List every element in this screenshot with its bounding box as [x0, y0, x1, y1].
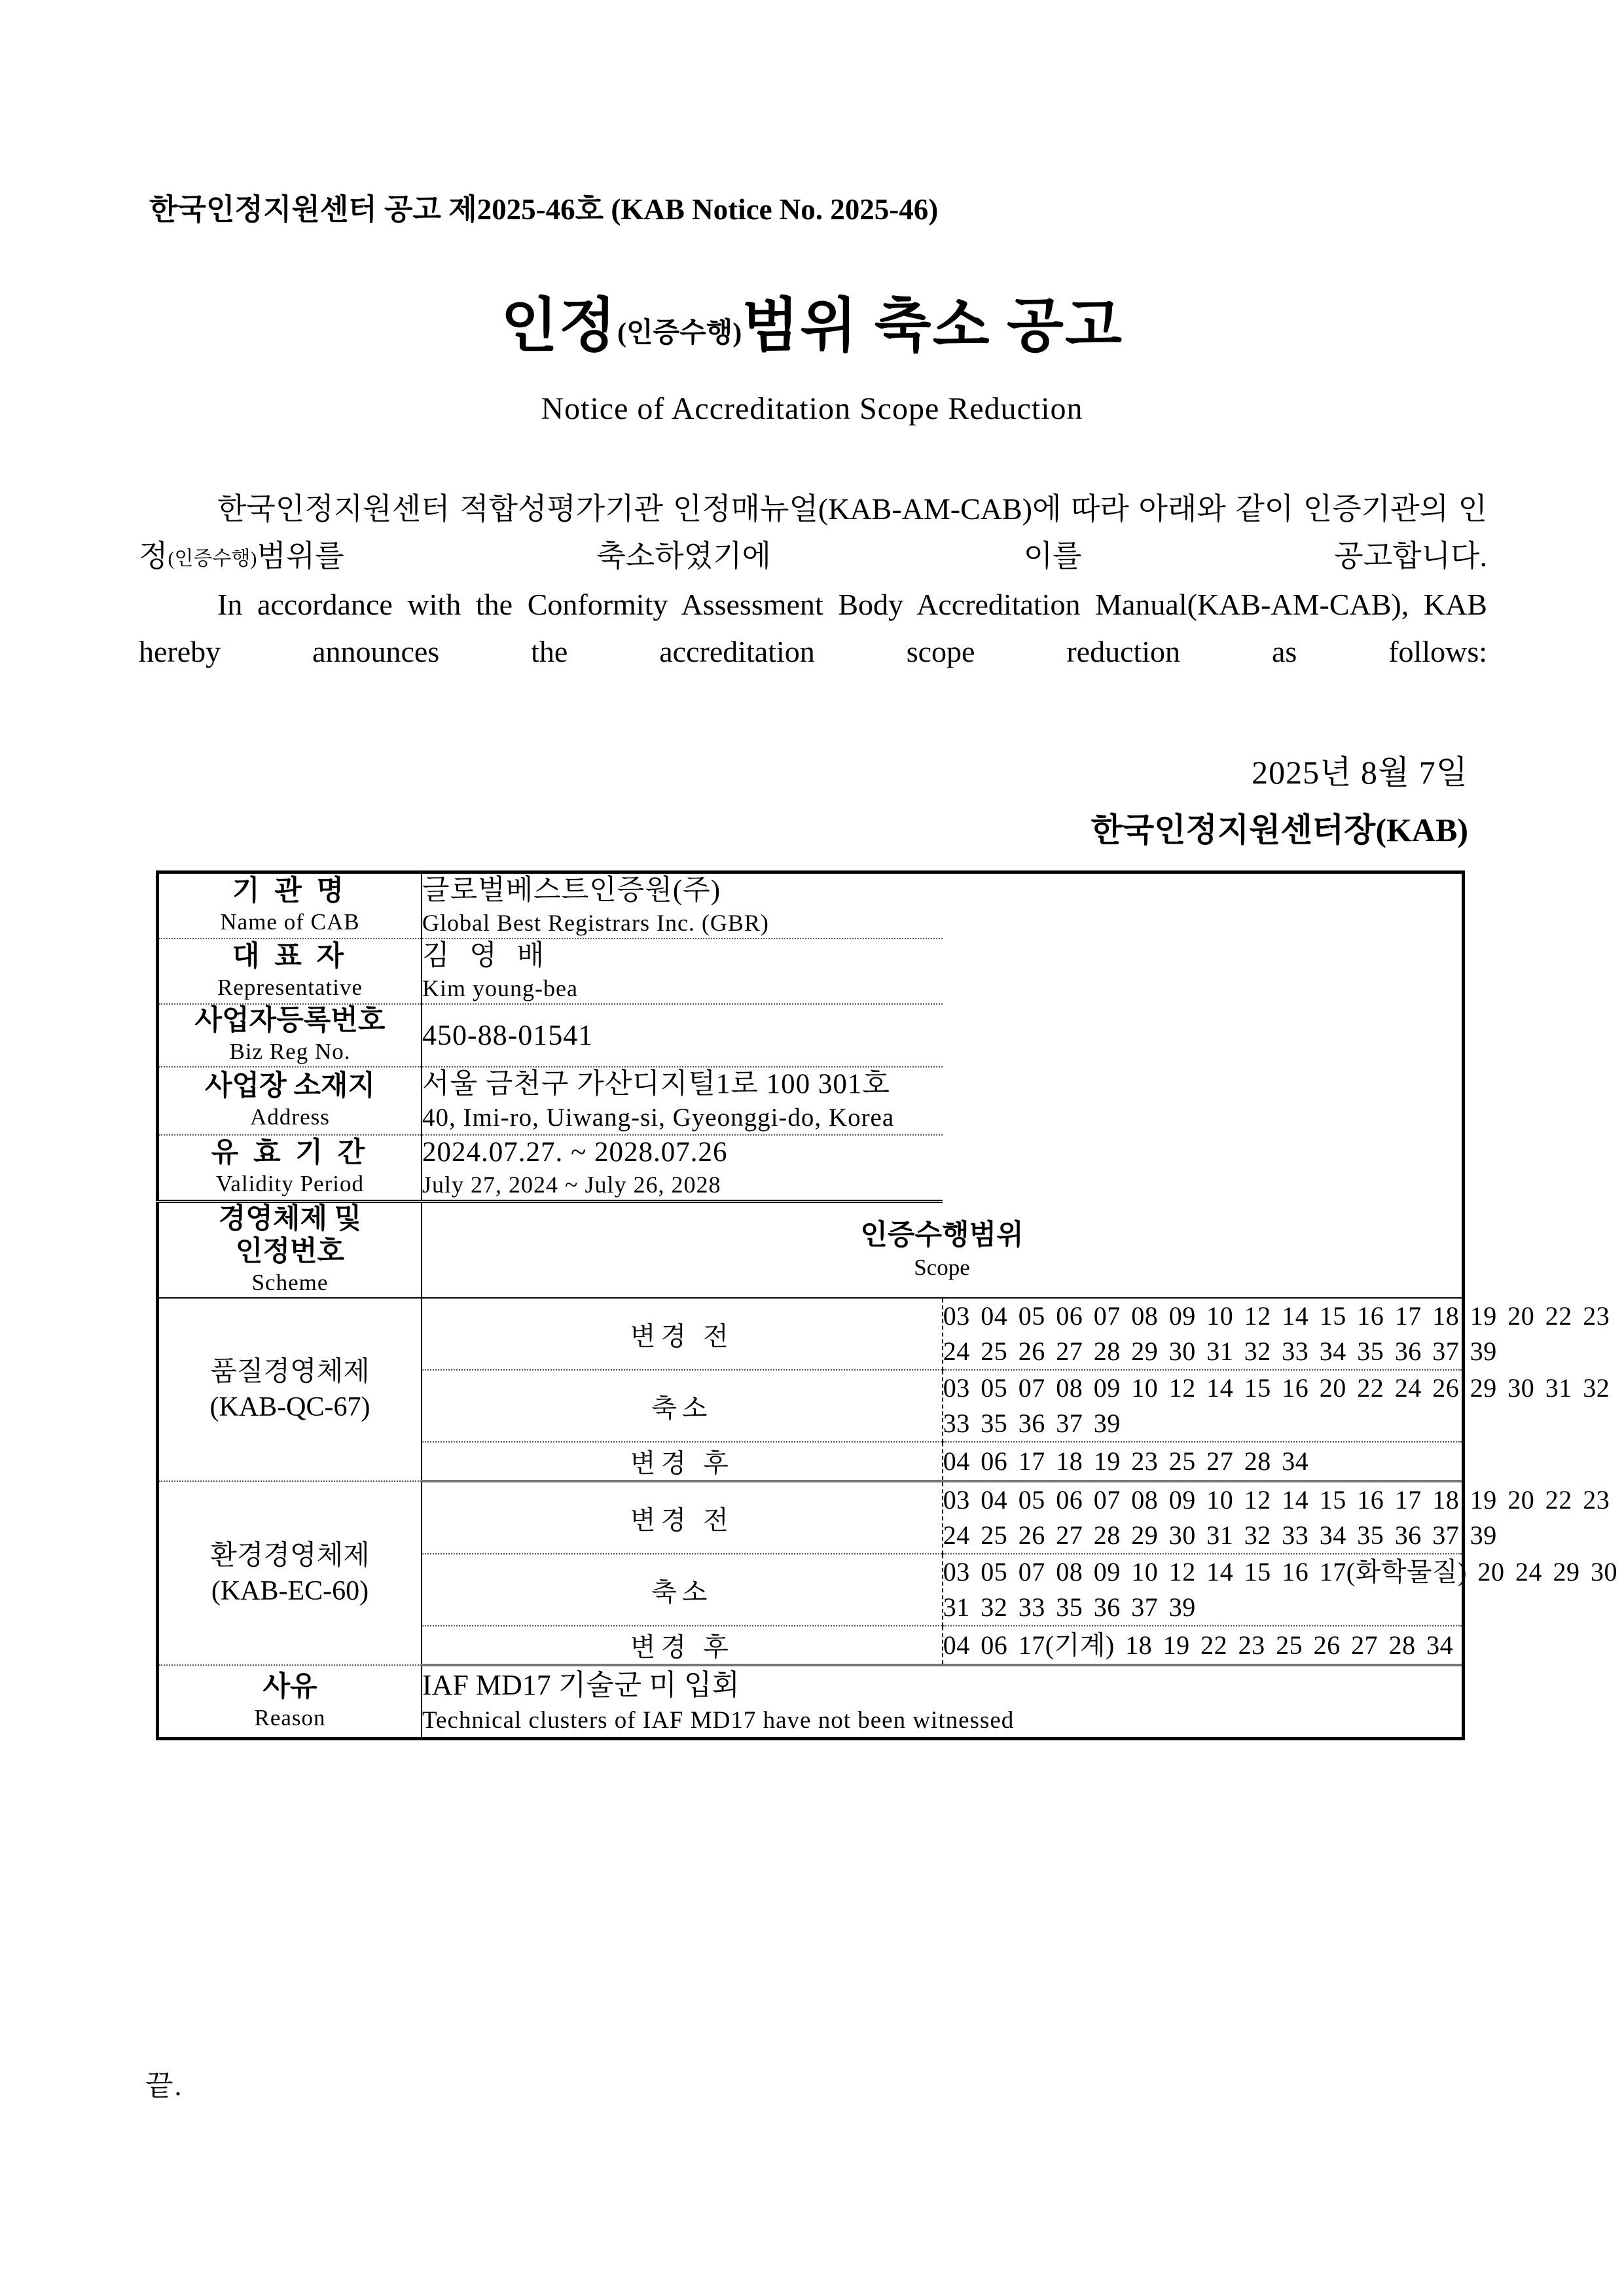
change-type-qc67-after	[422, 1442, 943, 1481]
value-ko: IAF MD17 기술군 미 입회	[422, 1669, 740, 1701]
label-ko-line2: 인정번호	[235, 1236, 345, 1267]
paragraph-ko-part2: 범위를 축소하였기에 이를 공고합니다.	[257, 539, 1487, 573]
row-label-representative	[158, 939, 422, 1004]
label-en: Name of CAB	[220, 909, 360, 935]
details-table	[156, 870, 1617, 1740]
page-title-korean	[0, 278, 1624, 363]
table-row-qc67-before	[158, 1298, 1464, 1370]
paragraph-ko-superscript: (인증수행)	[168, 548, 257, 569]
row-value-reason	[422, 1665, 1464, 1739]
value-en: Global Best Registrars Inc. (GBR)	[422, 910, 769, 936]
row-label-name-of-cab	[158, 872, 422, 939]
notice-date: 2025년 8월 7일	[1252, 754, 1468, 791]
scope-numbers-qc67-before	[943, 1298, 1610, 1370]
title-ko-superscript: (인증수행)	[617, 318, 742, 348]
row-header-scope	[422, 1202, 1464, 1299]
scope-line: 04 06 17(기계) 18 19 22 23 25 26 27 28 34	[943, 1630, 1454, 1660]
scope-line: 03 05 07 08 09 10 12 14 15 16 17(화학물질) 20 24 29 30	[943, 1557, 1617, 1587]
scope-line: 04 06 17 18 19 23 25 27 28 34	[943, 1446, 1309, 1476]
title-ko-part2: 범위 축소 공고	[742, 294, 1123, 359]
label-ko: 대 표 자	[232, 941, 348, 972]
scope-line: 03 04 05 06 07 08 09 10 12 14 15 16 17 18 19 20 22 23	[943, 1485, 1610, 1515]
value-ko: 2024.07.27. ~ 2028.07.26	[422, 1137, 728, 1168]
scope-line: 24 25 26 27 28 29 30 31 32 33 34 35 36 37 39	[943, 1336, 1497, 1366]
table-row-name-of-cab	[158, 872, 1464, 939]
paragraph-en-text: In accordance with the Conformity Assessment Body Accreditation Manual(KAB-AM-CAB), KAB hereby announces the accreditation scope reduction as follows:	[139, 588, 1487, 668]
row-value-address	[422, 1067, 943, 1135]
row-value-name-of-cab	[422, 872, 943, 939]
change-type-label: 축소	[651, 1393, 713, 1423]
table-row-validity-period	[158, 1135, 1464, 1202]
value-text: 450-88-01541	[422, 1019, 594, 1051]
change-type-qc67-before	[422, 1298, 943, 1370]
label-en: Scheme	[251, 1270, 329, 1295]
row-value-biz-reg-no	[422, 1004, 943, 1067]
page-title-english: Notice of Accreditation Scope Reduction	[541, 391, 1083, 426]
change-type-label: 변경 전	[630, 1321, 734, 1351]
change-type-label: 축소	[651, 1577, 713, 1607]
label-ko: 사유	[262, 1671, 317, 1702]
value-en: Technical clusters of IAF MD17 have not been witnessed	[422, 1707, 1015, 1734]
table-row-biz-reg-no	[158, 1004, 1464, 1067]
change-type-ec60-before	[422, 1481, 943, 1554]
table-row-representative	[158, 939, 1464, 1004]
label-en: Validity Period	[216, 1171, 364, 1196]
scope-header-en: Scope	[914, 1255, 970, 1280]
scheme-name-ko: 품질경영체제	[210, 1357, 370, 1387]
label-ko: 사업자등록번호	[194, 1005, 386, 1036]
details-table-wrapper	[156, 870, 1617, 1740]
table-row-reason	[158, 1665, 1464, 1739]
scheme-name-ko: 환경경영체제	[210, 1540, 370, 1571]
scope-line: 03 05 07 08 09 10 12 14 15 16 20 22 24 26 29 30 31 32	[943, 1373, 1610, 1403]
value-en: July 27, 2024 ~ July 26, 2028	[422, 1172, 721, 1198]
notice-signer: 한국인정지원센터장(KAB)	[1091, 812, 1468, 848]
scope-header-ko: 인증수행범위	[860, 1220, 1024, 1251]
value-ko: 서울 금천구 가산디지털1로 100 301호	[422, 1069, 890, 1100]
row-label-validity-period	[158, 1135, 422, 1202]
change-type-ec60-after	[422, 1626, 943, 1665]
value-en: Kim young-bea	[422, 975, 578, 1001]
row-label-biz-reg-no	[158, 1004, 422, 1067]
scope-line: 03 04 05 06 07 08 09 10 12 14 15 16 17 18 19 20 22 23	[943, 1301, 1610, 1331]
table-row-address	[158, 1067, 1464, 1135]
scope-numbers-qc67-after	[943, 1442, 1464, 1481]
label-ko-line1: 경영체제 및	[218, 1204, 362, 1234]
value-ko: 글로벌베스트인증원(주)	[422, 875, 721, 906]
label-ko: 사업장 소재지	[205, 1071, 375, 1102]
scheme-name-code: (KAB-QC-67)	[209, 1392, 370, 1422]
scope-numbers-ec60-after	[943, 1626, 1464, 1665]
label-en: Representative	[217, 975, 363, 1000]
table-row-ec60-before	[158, 1481, 1464, 1554]
end-mark: 끝.	[145, 2070, 183, 2102]
change-type-qc67-reduced	[422, 1370, 943, 1442]
label-ko: 유 효 기 간	[211, 1138, 369, 1168]
label-en: Address	[250, 1104, 330, 1130]
change-type-ec60-reduced	[422, 1554, 943, 1626]
label-en: Reason	[254, 1704, 326, 1731]
scope-numbers-ec60-reduced	[943, 1554, 1617, 1626]
change-type-label: 변경 후	[630, 1448, 734, 1478]
label-ko: 기 관 명	[232, 876, 348, 906]
scope-line: 31 32 33 35 36 37 39	[943, 1592, 1196, 1622]
scope-line: 24 25 26 27 28 29 30 31 32 33 34 35 36 37 39	[943, 1520, 1497, 1550]
scope-line: 33 35 36 37 39	[943, 1408, 1121, 1438]
row-value-validity-period	[422, 1135, 943, 1202]
row-label-scheme	[158, 1202, 422, 1299]
scope-numbers-ec60-before	[943, 1481, 1610, 1554]
row-value-representative	[422, 939, 943, 1004]
scope-numbers-qc67-reduced	[943, 1370, 1610, 1442]
value-en: 40, Imi-ro, Uiwang-si, Gyeonggi-do, Korea	[422, 1103, 895, 1132]
table-row-scheme-header	[158, 1202, 1464, 1299]
scheme-label-ec60	[158, 1481, 422, 1665]
scheme-label-qc67	[158, 1298, 422, 1481]
body-paragraph-english	[139, 581, 1487, 723]
change-type-label: 변경 후	[630, 1632, 734, 1662]
label-en: Biz Reg No.	[229, 1039, 351, 1064]
change-type-label: 변경 전	[630, 1505, 734, 1535]
scheme-name-code: (KAB-EC-60)	[211, 1575, 369, 1606]
paragraph-ko-part1: 한국인정지원센터 적합성평가기관 인정매뉴얼(KAB-AM-CAB)에 따라 아래와 같이 인증기관의 인정	[139, 492, 1487, 573]
title-ko-part1: 인정	[501, 294, 617, 359]
row-label-address	[158, 1067, 422, 1135]
notice-number: 한국인정지원센터 공고 제2025-46호 (KAB Notice No. 2025-46)	[149, 193, 939, 226]
value-ko: 김 영 배	[422, 941, 551, 971]
row-label-reason	[158, 1665, 422, 1739]
